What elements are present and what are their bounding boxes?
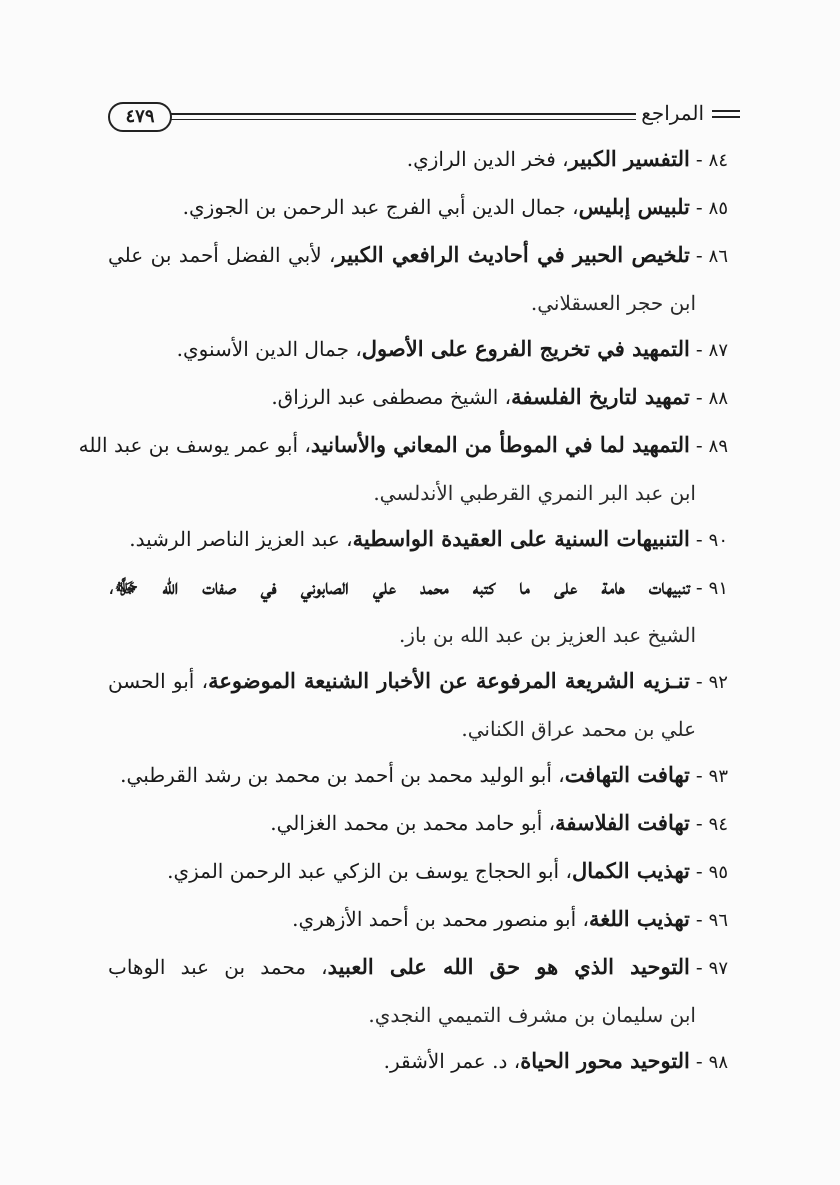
entry-first-line: [108, 658, 728, 706]
entry-first-line: [108, 800, 728, 848]
entry-first-line: [108, 1038, 728, 1086]
entry-number: ٩٨: [708, 1052, 728, 1073]
page-header: [108, 100, 748, 134]
reference-entry: [108, 374, 728, 422]
entry-first-line: [108, 326, 728, 374]
entry-number: ٨٦: [708, 246, 729, 267]
reference-entry: [78, 422, 728, 516]
header-rule: [164, 113, 636, 115]
reference-entry: [108, 896, 728, 944]
reference-entry: [108, 184, 728, 232]
entry-first-line: [108, 516, 728, 564]
entry-title: التمهيد في تخريج الفروع على الأصول: [361, 336, 690, 361]
entry-author: ، جمال الدين الأسنوي.: [176, 337, 362, 361]
entry-dash: -: [695, 669, 703, 693]
entry-title: التوحيد الذي هو حق الله على العبيد: [327, 954, 690, 979]
entry-author: ، جمال الدين أبي الفرج عبد الرحمن بن الجوزي.: [182, 195, 579, 219]
entry-first-line: [108, 136, 728, 184]
entry-continuation-line: ابن حجر العسقلاني.: [530, 291, 696, 315]
entry-author: ، فخر الدين الرازي.: [406, 147, 569, 171]
entry-number: ٩٤: [708, 814, 728, 835]
entry-author: ، أبو الحسن: [108, 669, 209, 693]
entry-author: ، لأبي الفضل أحمد بن علي: [108, 243, 336, 267]
reference-entry: [108, 232, 728, 326]
entry-title: تنـزيه الشريعة المرفوعة عن الأخبار الشنيعة الموضوعة: [208, 668, 690, 693]
entry-first-line: [108, 184, 728, 232]
reference-entry: [108, 326, 728, 374]
reference-entry: [108, 752, 728, 800]
header-ornament: [712, 110, 740, 120]
entry-number: ٩٧: [708, 958, 729, 979]
entry-title: تلبيس إبليس: [578, 194, 690, 219]
reference-entry: [108, 848, 728, 896]
entry-number: ٩١: [708, 578, 728, 599]
entry-author: ، أبو الحجاج يوسف بن الزكي عبد الرحمن المزي.: [167, 859, 572, 883]
entry-first-line: [108, 944, 728, 992]
entry-title: التمهيد لما في الموطأ من المعاني والأسانيد: [310, 432, 690, 457]
entry-continuation-line: علي بن محمد عراق الكناني.: [461, 717, 696, 741]
entry-title: تهذيب اللغة: [588, 906, 690, 931]
entry-dash: -: [695, 527, 703, 551]
entry-first-line: [108, 752, 728, 800]
entry-dash: -: [695, 195, 703, 219]
entry-number: ٩٦: [708, 910, 728, 931]
entry-number: ٨٧: [708, 340, 728, 361]
entry-author: ، أبو حامد محمد بن محمد الغزالي.: [270, 811, 556, 835]
entry-dash: -: [695, 859, 703, 883]
reference-list: [78, 136, 729, 1086]
entry-author: ، محمد بن عبد الوهاب: [108, 955, 328, 979]
entry-dash: -: [695, 1049, 703, 1073]
entry-author: ، عبد العزيز الناصر الرشيد.: [129, 527, 353, 551]
entry-title: التفسير الكبير: [568, 146, 690, 171]
entry-title: التنبيهات السنية على العقيدة الواسطية: [352, 526, 690, 551]
header-rule-thin: [164, 119, 636, 120]
entry-dash: -: [695, 763, 703, 787]
entry-dash: -: [695, 433, 703, 457]
entry-number: ٨٨: [708, 388, 728, 409]
entry-author: ، الشيخ مصطفى عبد الرزاق.: [271, 385, 512, 409]
entry-dash: -: [695, 907, 703, 931]
entry-number: ٩٠: [708, 530, 728, 551]
entry-continuation-line: ابن سليمان بن مشرف التميمي النجدي.: [368, 1003, 696, 1027]
entry-first-line: [108, 896, 728, 944]
entry-first-line: [78, 422, 728, 470]
entry-author: ،: [108, 575, 115, 599]
entry-dash: -: [695, 955, 703, 979]
entry-first-line: [108, 232, 728, 280]
entry-number: ٨٩: [708, 436, 728, 457]
entry-author: ، د. عمر الأشقر.: [383, 1049, 521, 1073]
entry-continuation-line: الشيخ عبد العزيز بن عبد الله بن باز.: [398, 623, 696, 647]
entry-dash: -: [695, 385, 703, 409]
reference-entry: [108, 564, 728, 658]
entry-dash: -: [695, 147, 703, 171]
entry-author: ، أبو الوليد محمد بن أحمد بن محمد بن رشد القرطبي.: [120, 763, 565, 787]
page-number-badge: ٤٧٩: [108, 102, 172, 132]
entry-title: التوحيد محور الحياة: [520, 1048, 690, 1073]
entry-number: ٨٥: [708, 198, 728, 219]
reference-entry: [108, 136, 728, 184]
reference-entry: [108, 658, 728, 752]
entry-author: ، أبو عمر يوسف بن عبد الله: [78, 433, 311, 457]
entry-dash: -: [695, 337, 703, 361]
entry-title: تهذيب الكمال: [571, 858, 690, 883]
entry-dash: -: [695, 243, 703, 267]
entry-number: ٩٢: [708, 672, 728, 693]
entry-author: ، أبو منصور محمد بن أحمد الأزهري.: [292, 907, 589, 931]
entry-number: ٨٤: [708, 150, 728, 171]
entry-dash: -: [695, 575, 703, 599]
entry-title: تهافت التهافت: [564, 762, 690, 787]
entry-first-line: [108, 564, 728, 612]
entry-continuation-line: ابن عبد البر النمري القرطبي الأندلسي.: [373, 481, 696, 505]
reference-entry: [108, 944, 728, 1038]
entry-title: تهافت الفلاسفة: [555, 810, 690, 835]
entry-first-line: [108, 848, 728, 896]
reference-entry: [108, 800, 728, 848]
reference-entry: [108, 1038, 728, 1086]
entry-title: تمهيد لتاريخ الفلسفة: [511, 384, 690, 409]
page-title: المراجع: [641, 101, 704, 125]
entry-dash: -: [695, 811, 703, 835]
entry-first-line: [108, 374, 728, 422]
entry-number: ٩٣: [708, 766, 728, 787]
entry-title: تلخيص الحبير في أحاديث الرافعي الكبير: [335, 242, 690, 267]
reference-entry: [108, 516, 728, 564]
entry-title: تنبيهات هامة على ما كتبه محمد علي الصابوني في صفات الله ﷻ: [114, 574, 690, 599]
entry-number: ٩٥: [708, 862, 728, 883]
